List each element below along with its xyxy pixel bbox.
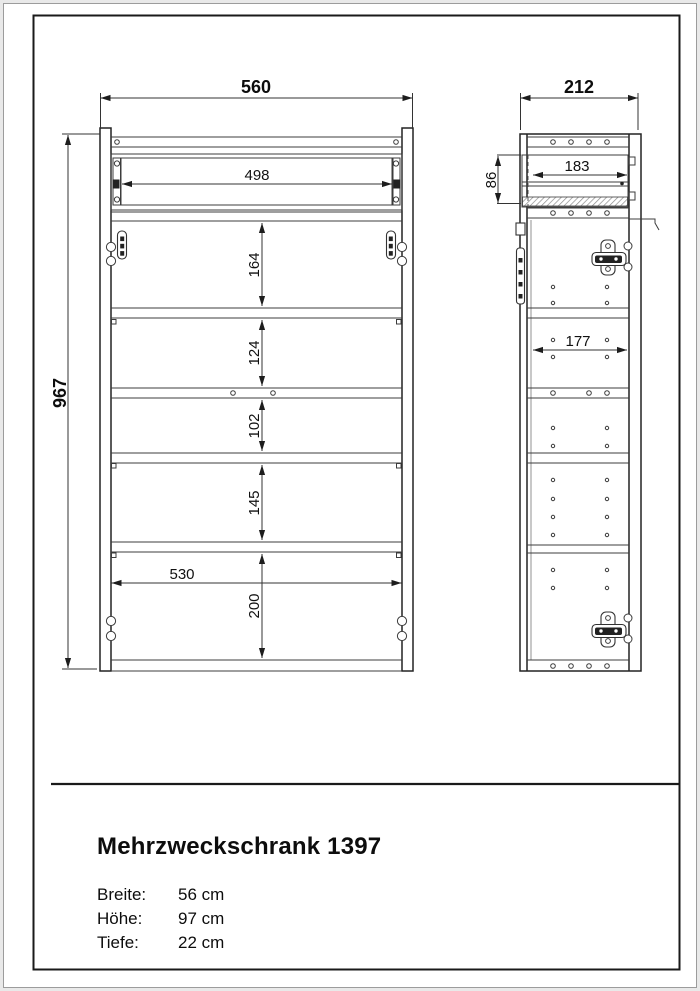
screw-hole [394,140,399,145]
shelf-pin-holes [551,285,608,589]
spec-label: Höhe: [97,909,143,928]
dim-compartment-5: 200 [246,593,263,619]
wall-bracket [629,219,659,230]
spec-label: Tiefe: [97,933,139,952]
dim-bottom-inner-width: 530 [169,566,195,583]
mounting-rail [516,223,525,304]
spec-value: 56 cm [178,885,225,904]
product-title: Mehrzweckschrank 1397 [97,833,382,860]
side-body [520,134,641,671]
front-right-panel [402,128,413,671]
front-dimensions [50,77,413,669]
dim-drawer-inner-width: 498 [244,167,270,184]
side-view [483,77,659,671]
spec-value: 22 cm [178,933,225,952]
dim-front-overall-height: 967 [50,377,70,409]
side-dimensions [483,77,638,350]
spec-row-tiefe [97,933,224,957]
spec-table [97,885,224,957]
front-left-panel [100,128,111,671]
dim-front-overall-width: 560 [240,77,272,97]
dim-drawer-inner-depth: 183 [564,158,590,175]
spec-label: Breite: [97,885,147,904]
spec-value: 97 cm [178,909,225,928]
side-hinge-bottom [592,612,632,647]
dim-compartment-3: 102 [246,413,263,439]
dim-drawer-front-height: 86 [483,171,500,189]
front-view [50,77,413,671]
spec-row-breite [97,885,224,909]
dim-compartment-1: 164 [246,252,263,278]
product-info [97,833,517,957]
dim-compartment-2: 124 [246,340,263,366]
dim-inner-depth: 177 [565,333,591,350]
dim-compartment-4: 145 [246,490,263,516]
screw-hole [115,140,120,145]
side-hinge-top [592,240,632,275]
spec-row-hoehe [97,909,224,933]
dim-side-overall-depth: 212 [563,77,595,97]
